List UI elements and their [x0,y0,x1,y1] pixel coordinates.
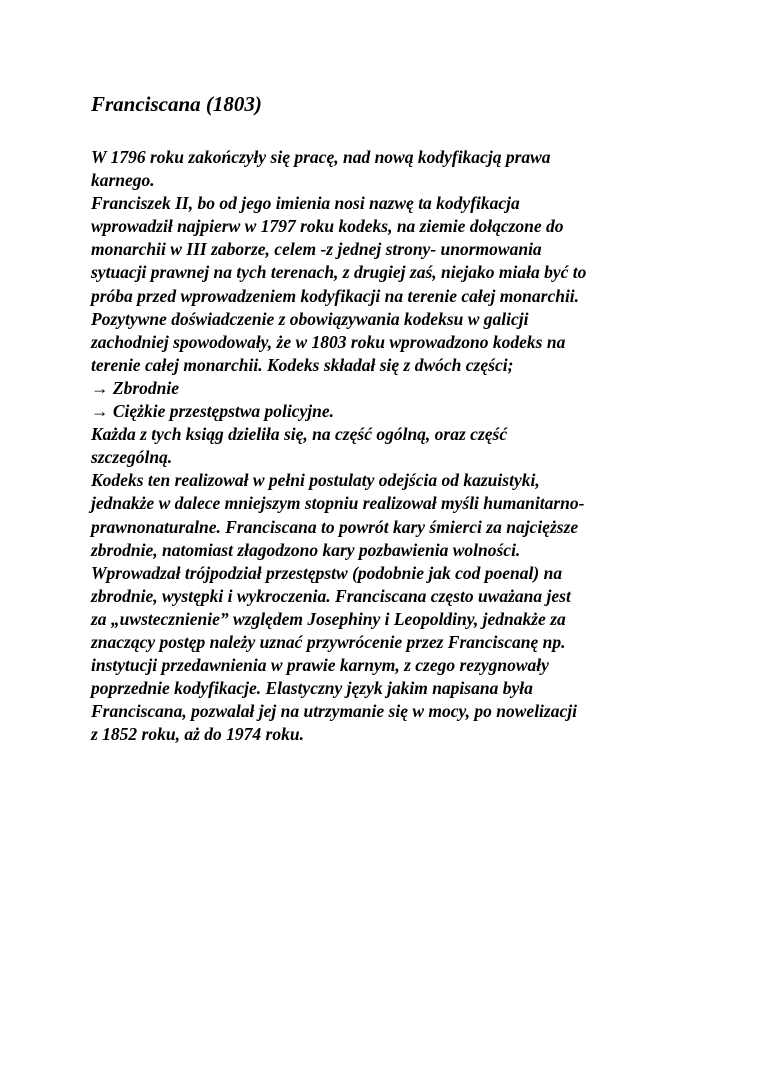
document-body [91,146,691,746]
text-line: szczególną. [91,447,173,468]
text-line: znaczący postęp należy uznać przywrócenie przez Franciscanę np. [91,631,566,652]
text-line: prawnonaturalne. Franciscana to powrót kary śmierci za najcięższe [91,516,579,537]
text-line: Wprowadzał trójpodział przestępstw (podobnie jak cod poenal) na [91,562,563,583]
document-title: Franciscana (1803) [91,92,262,116]
list-item-zbrodnie: → Zbrodnie [91,377,179,398]
text-line: zachodniej spowodowały, że w 1803 roku wprowadzono kodeks na [91,331,566,352]
text-line: karnego. [91,170,155,191]
text-line: zbrodnie, natomiast złagodzono kary pozbawienia wolności. [91,539,521,560]
text-line: W 1796 roku zakończyły się pracę, nad nową kodyfikacją prawa [91,147,551,167]
text-line: sytuacji prawnej na tych terenach, z drugiej zaś, niejako miała być to [91,262,587,283]
text-line: Każda z tych ksiąg dzieliła się, na część ogólną, oraz część [91,424,508,445]
text-line: Franciszek II, bo od jego imienia nosi nazwę ta kodyfikacja [91,193,520,214]
text-line: terenie całej monarchii. Kodeks składał się z dwóch części; [91,354,514,375]
text-line: instytucji przedawnienia w prawie karnym, z czego rezygnowały [91,655,549,676]
list-item-przestepstwa: → Ciężkie przestępstwa policyjne. [91,401,335,422]
text-line: Franciscana, pozwalał jej na utrzymanie się w mocy, po nowelizacji [91,701,577,722]
text-line: zbrodnie, występki i wykroczenia. Franciscana często uważana jest [91,585,571,606]
text-line: za „uwstecznienie” względem Josephiny i Leopoldiny, jednakże za [91,608,566,629]
text-line: Pozytywne doświadczenie z obowiązywania kodeksu w galicji [91,308,529,329]
text-line: poprzednie kodyfikacje. Elastyczny język jakim napisana była [91,678,533,699]
text-line: z 1852 roku, aż do 1974 roku. [91,724,304,745]
text-line: Kodeks ten realizował w pełni postulaty odejścia od kazuistyki, [91,470,540,491]
text-line: jednakże w dalece mniejszym stopniu realizował myśli humanitarno- [91,493,585,514]
text-line: monarchii w III zaborze, celem -z jednej strony- unormowania [91,239,542,260]
text-line: wprowadził najpierw w 1797 roku kodeks, na ziemie dołączone do [91,216,564,237]
text-line: próba przed wprowadzeniem kodyfikacji na terenie całej monarchii. [91,285,580,306]
